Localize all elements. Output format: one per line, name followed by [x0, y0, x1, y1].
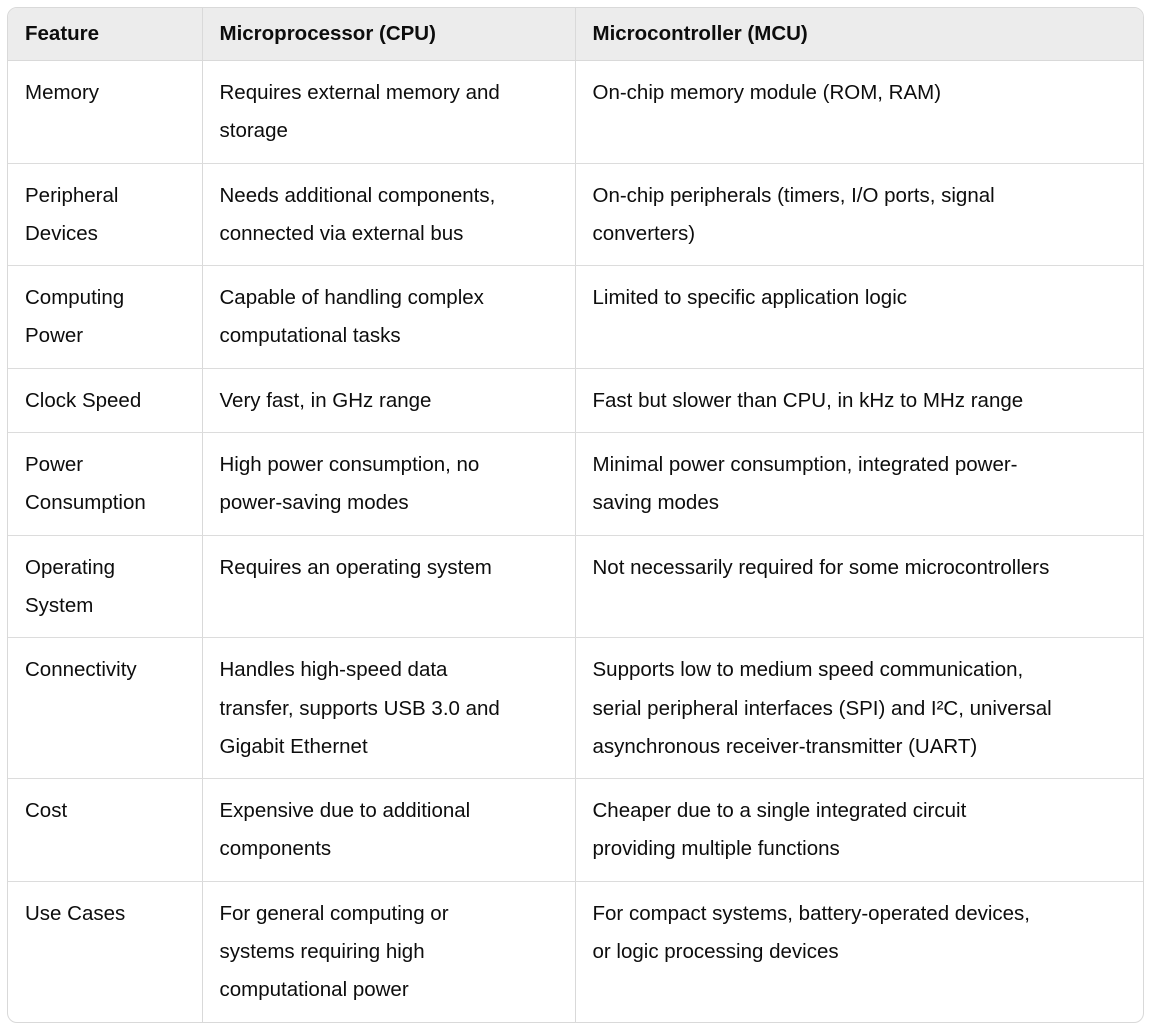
cell-text-line: Power [25, 453, 84, 477]
cell-text-line: Fast but slower than CPU, in kHz to MHz range [592, 388, 1024, 412]
cell-text-line: Power [25, 324, 84, 348]
cell-feature [8, 368, 202, 432]
cell-cpu [202, 61, 575, 164]
table-row [8, 433, 1143, 536]
cell-feature [8, 433, 202, 536]
cell-cpu [202, 163, 575, 266]
cell-text-line: Very fast, in GHz range [219, 388, 432, 412]
cell-text-line: connected via external bus [219, 221, 464, 245]
cell-text-line: converters) [592, 221, 696, 245]
cell-text-line: Handles high-speed data [219, 658, 448, 682]
cell-text-line: providing multiple functions [592, 837, 840, 861]
cell-mcu [575, 163, 1143, 266]
cell-mcu [575, 779, 1143, 882]
table-row [8, 779, 1143, 882]
cell-text-line: Needs additional components, [219, 183, 496, 207]
cell-text-line: transfer, supports USB 3.0 and [219, 696, 500, 720]
cell-cpu [202, 881, 575, 1021]
header-row [8, 8, 1143, 61]
cell-text-line: Not necessarily required for some microcontrollers [592, 555, 1050, 579]
cell-feature [8, 535, 202, 638]
cell-text-line: storage [219, 119, 288, 143]
cell-feature [8, 881, 202, 1021]
cell-text-line: For compact systems, battery-operated devices, [592, 901, 1031, 925]
table-row [8, 266, 1143, 369]
cell-text-line: Expensive due to additional [219, 799, 471, 823]
table-row [8, 638, 1143, 779]
cell-text-line: serial peripheral interfaces (SPI) and I²C, universal [592, 696, 1052, 720]
cell-text-line: Consumption [25, 491, 146, 515]
cell-text-line: Devices [25, 221, 98, 245]
cell-feature [8, 61, 202, 164]
header-feature: Feature [8, 8, 202, 61]
cell-feature [8, 163, 202, 266]
cell-mcu [575, 368, 1143, 432]
cell-mcu [575, 881, 1143, 1021]
cell-text-line: On-chip memory module (ROM, RAM) [592, 81, 942, 104]
header-mcu: Microcontroller (MCU) [575, 8, 1143, 61]
cell-mcu [575, 433, 1143, 536]
table-body [8, 61, 1143, 1022]
cell-text-line: High power consumption, no [219, 453, 480, 477]
cell-text-line: asynchronous receiver-transmitter (UART) [592, 734, 978, 758]
cell-cpu [202, 433, 575, 536]
cell-mcu [575, 638, 1143, 779]
cell-text-line: Requires external memory and [219, 81, 500, 104]
cell-text-line: For general computing or [219, 901, 449, 925]
cell-text-line: System [25, 593, 94, 617]
cell-feature [8, 638, 202, 779]
cell-text-line: Cost [25, 799, 68, 823]
cell-text-line: Cheaper due to a single integrated circuit [592, 799, 967, 823]
cell-text-line: Capable of handling complex [219, 286, 484, 310]
cell-text-line: Gigabit Ethernet [219, 734, 368, 758]
cell-mcu [575, 266, 1143, 369]
table-row [8, 535, 1143, 638]
cell-mcu [575, 535, 1143, 638]
cell-text-line: or logic processing devices [592, 940, 839, 964]
table-row [8, 881, 1143, 1021]
cell-text-line: Computing [25, 286, 125, 310]
cell-text-line: power-saving modes [219, 491, 409, 515]
cell-text-line: Minimal power consumption, integrated power- [592, 453, 1018, 477]
cell-text-line: saving modes [592, 491, 719, 515]
cell-cpu [202, 779, 575, 882]
header-cpu: Microprocessor (CPU) [202, 8, 575, 61]
table-row [8, 61, 1143, 164]
cell-cpu [202, 638, 575, 779]
cell-text-line: Supports low to medium speed communication, [592, 658, 1024, 682]
cell-text-line: Requires an operating system [219, 555, 492, 579]
cell-feature [8, 779, 202, 882]
cell-mcu [575, 61, 1143, 164]
cell-text-line: On-chip peripherals (timers, I/O ports, signal [592, 183, 995, 207]
cell-text-line: Connectivity [25, 658, 137, 682]
cell-text-line: Memory [25, 81, 100, 104]
cell-cpu [202, 266, 575, 369]
table-row [8, 163, 1143, 266]
cell-text-line: computational tasks [219, 324, 401, 348]
comparison-table-container [7, 7, 1144, 1023]
cell-cpu [202, 535, 575, 638]
table-row [8, 368, 1143, 432]
comparison-table [8, 8, 1143, 1022]
cell-text-line: Clock Speed [25, 388, 142, 412]
cell-text-line: systems requiring high [219, 940, 425, 964]
cell-text-line: components [219, 837, 332, 861]
cell-text-line: computational power [219, 978, 409, 1002]
cell-text-line: Peripheral [25, 183, 119, 207]
cell-text-line: Use Cases [25, 901, 126, 925]
cell-cpu [202, 368, 575, 432]
cell-text-line: Operating [25, 555, 116, 579]
cell-text-line: Limited to specific application logic [592, 286, 907, 310]
cell-feature [8, 266, 202, 369]
table-header [8, 8, 1143, 61]
